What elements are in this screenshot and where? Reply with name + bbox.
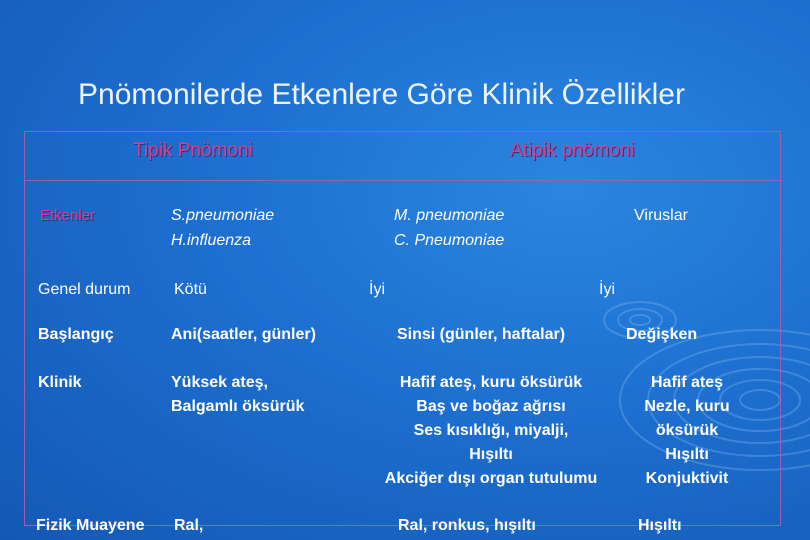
clinical-viral-1: Hafif ateş xyxy=(650,374,724,391)
clinical-atypical-4: Hışıltı xyxy=(469,446,513,463)
agents-typical-2: H.influenza xyxy=(171,232,252,249)
clinical-atypical-5: Akciğer dışı organ tutulumu xyxy=(384,470,598,487)
general-viral: İyi xyxy=(599,281,615,298)
general-typical: Kötü xyxy=(174,281,207,298)
row-label-onset: Başlangıç xyxy=(38,326,114,343)
onset-typical: Ani(saatler, günler) xyxy=(171,326,316,343)
row-label-agents: Etkenler xyxy=(40,207,96,224)
header-typical: Tipik Pnömoni xyxy=(133,140,253,161)
onset-atypical: Sinsi (günler, haftalar) xyxy=(397,326,566,343)
clinical-atypical-1: Hafif ateş, kuru öksürük xyxy=(399,374,583,391)
slide-title: Pnömonilerde Etkenlere Göre Klinik Özellikler xyxy=(78,78,685,111)
row-label-exam: Fizik Muayene xyxy=(36,517,145,534)
onset-viral: Değişken xyxy=(626,326,698,343)
clinical-typical-1: Yüksek ateş, xyxy=(171,374,268,391)
clinical-viral-2: Nezle, kuru xyxy=(644,398,730,415)
clinical-viral-3: öksürük xyxy=(655,422,719,439)
clinical-typical-2: Balgamlı öksürük xyxy=(171,398,305,415)
row-label-general: Genel durum xyxy=(38,281,131,298)
agents-viral: Viruslar xyxy=(634,207,688,224)
agents-atypical-1: M. pneumoniae xyxy=(394,207,505,224)
header-atypical: Atipik pnömoni xyxy=(510,140,635,161)
clinical-viral-4: Hışıltı xyxy=(665,446,709,463)
exam-atypical: Ral, ronkus, hışıltı xyxy=(398,517,536,534)
row-label-clinical: Klinik xyxy=(38,374,82,391)
exam-typical: Ral, xyxy=(174,517,204,534)
clinical-atypical-3: Ses kısıklığı, miyalji, xyxy=(413,422,569,439)
clinical-atypical-2: Baş ve boğaz ağrısı xyxy=(416,398,566,415)
general-atypical: İyi xyxy=(369,281,385,298)
agents-atypical-2: C. Pneumoniae xyxy=(394,232,505,249)
clinical-viral-5: Konjuktivit xyxy=(645,470,729,487)
agents-typical-1: S.pneumoniae xyxy=(171,207,275,224)
exam-viral: Hışıltı xyxy=(638,517,682,534)
